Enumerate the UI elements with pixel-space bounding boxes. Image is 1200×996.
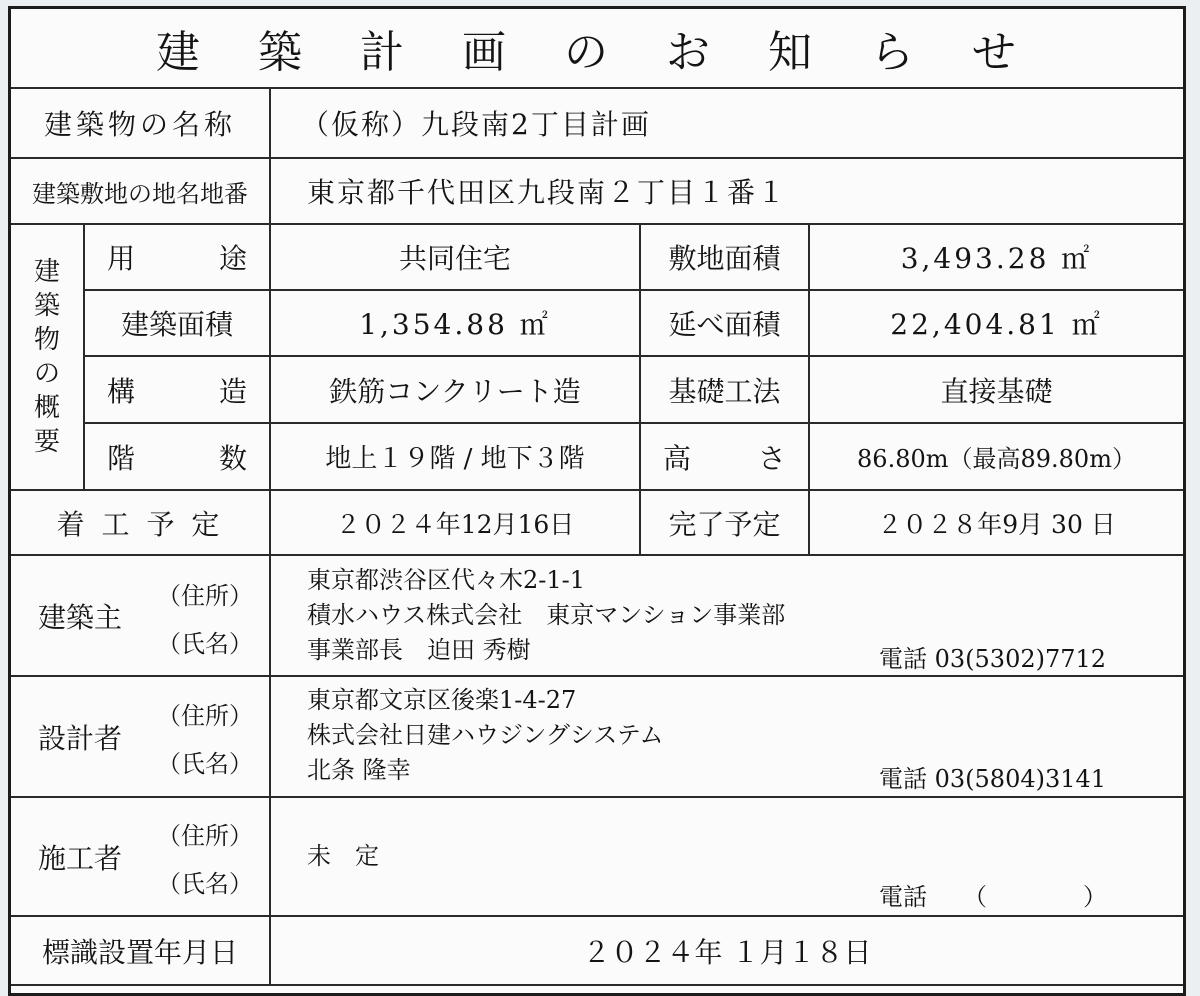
contractor-name-label: （氏名） xyxy=(157,869,253,898)
total-floor-area-label: 延べ面積 xyxy=(668,308,781,341)
building-notice-sign xyxy=(8,6,1186,996)
owner-company-line: 積水ハウス株式会社 東京マンション事業部 xyxy=(307,601,786,629)
overview-char: の xyxy=(33,359,60,389)
site-area-value: 3,493.28 ㎡ xyxy=(900,242,1093,275)
site-address-value: 東京都千代田区九段南２丁目１番１ xyxy=(307,176,788,209)
contractor-value: 未 定 xyxy=(307,842,379,870)
height-label-a: 高 xyxy=(663,441,692,475)
divider xyxy=(11,796,1183,798)
floors-label-b: 数 xyxy=(218,441,247,475)
structure-label-b: 造 xyxy=(218,374,247,408)
use-label xyxy=(85,225,269,289)
designer-address-label: （住所） xyxy=(157,701,253,730)
completion-label: 完了予定 xyxy=(668,507,781,541)
structure-label xyxy=(85,357,269,422)
owner-label: 建築主 xyxy=(37,600,122,634)
owner-phone: 電話 03(5302)7712 xyxy=(879,645,1107,673)
posted-date-value: ２０２４年 １月１８日 xyxy=(582,935,872,969)
divider xyxy=(11,675,1183,677)
height-label xyxy=(641,424,808,489)
total-floor-area-value: 22,404.81 ㎡ xyxy=(890,308,1103,341)
use-value: 共同住宅 xyxy=(398,242,511,275)
designer-name-line: 北条 隆幸 xyxy=(307,756,411,784)
designer-address-line: 東京都文京区後楽1-4-27 xyxy=(307,686,577,714)
foundation-label: 基礎工法 xyxy=(668,374,781,408)
designer-phone: 電話 03(5804)3141 xyxy=(879,765,1107,793)
contractor-address-label: （住所） xyxy=(157,821,253,850)
building-area-value: 1,354.88 ㎡ xyxy=(359,308,551,341)
floors-label-a: 階 xyxy=(107,441,136,475)
designer-company-line: 株式会社日建ハウジングシステム xyxy=(307,721,664,749)
floors-value: 地上１９階 / 地下３階 xyxy=(325,444,585,474)
designer-label: 設計者 xyxy=(37,721,122,755)
building-name-label: 建築物の名称 xyxy=(43,108,236,141)
completion-value: ２０２８年9月 30 日 xyxy=(877,509,1116,539)
height-value: 86.80m（最高89.80m） xyxy=(857,445,1136,473)
contractor-label: 施工者 xyxy=(37,841,122,875)
site-area-label: 敷地面積 xyxy=(668,242,781,275)
height-label-b: さ xyxy=(757,441,786,475)
overview-char: 築 xyxy=(33,291,60,321)
divider xyxy=(11,554,1183,556)
owner-name-line: 事業部長 迫田 秀樹 xyxy=(307,636,531,664)
overview-char: 概 xyxy=(33,393,60,423)
structure-label-a: 構 xyxy=(107,374,136,408)
floors-label xyxy=(85,424,269,489)
structure-value: 鉄筋コンクリート造 xyxy=(329,374,581,408)
use-label-a: 用 xyxy=(107,242,136,275)
building-area-label: 建築面積 xyxy=(120,308,233,341)
overview-char: 建 xyxy=(33,257,60,287)
building-overview-label xyxy=(11,225,83,489)
designer-name-label: （氏名） xyxy=(157,749,253,778)
owner-address-label: （住所） xyxy=(157,581,253,610)
site-address-label: 建築敷地の地名地番 xyxy=(32,179,248,208)
notice-title: 建 築 計 画 の お 知 ら せ xyxy=(156,27,1038,78)
foundation-value: 直接基礎 xyxy=(940,374,1053,408)
start-label: 着 工 予 定 xyxy=(56,507,224,541)
overview-char: 要 xyxy=(33,427,60,457)
start-value: ２０２４年12月16日 xyxy=(335,509,575,539)
use-label-b: 途 xyxy=(218,242,247,275)
owner-name-label: （氏名） xyxy=(157,629,253,658)
owner-address-line: 東京都渋谷区代々木2-1-1 xyxy=(307,566,586,594)
posted-date-label: 標識設置年月日 xyxy=(41,935,238,969)
building-name-value: （仮称）九段南2丁目計画 xyxy=(301,108,651,141)
overview-char: 物 xyxy=(33,325,60,355)
contractor-phone: 電話 （ ） xyxy=(879,883,1107,911)
